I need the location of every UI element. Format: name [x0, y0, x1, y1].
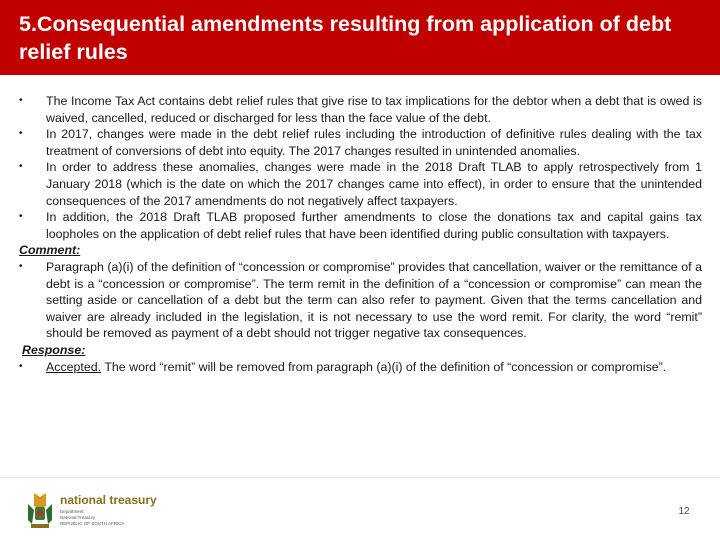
bullet-item [19, 159, 702, 209]
bullet-text: The Income Tax Act contains debt relief rules that give rise to tax implications for the debtor when a debt that is owed is waived, cancelled, reduced or discharged for less than the face value of the debt. [46, 94, 702, 125]
page-number: 12 [678, 506, 690, 517]
title-bar [0, 0, 720, 75]
bullet-icon: • [19, 211, 23, 223]
org-name: national treasury [60, 493, 157, 507]
org-line2: National Treasury [60, 515, 96, 520]
comment-text: Paragraph (a)(i) of the definition of “concession or compromise” provides that cancellation, waiver or the remittance of a debt is a “concession or compromise”. The term remit in the definition of a “concession or compromise” can mean the setting aside or cancellation of a debt but the term can also refer to payment. Given that the terms cancellation and waiver are already included in the legislation, it is not necessary to use the word remit. For clarity, the word “remit” should be removed as payment of a debt should not trigger negative tax consequences. [46, 259, 702, 341]
footer-divider [0, 477, 720, 478]
org-line1: Department: [60, 509, 85, 514]
comment-heading: Comment: [19, 243, 81, 258]
bullet-icon: • [19, 260, 23, 272]
comment-item [19, 259, 702, 342]
response-text: The word “remit” will be removed from paragraph (a)(i) of the definition of “concession or compromise”. [101, 359, 667, 374]
slide-content [19, 93, 702, 375]
bullet-text: In addition, the 2018 Draft TLAB proposed further amendments to close the donations tax and capital gains tax loopholes on the application of debt relief rules that have been identified during public consultation with taxpayers. [46, 210, 702, 241]
accepted-label: Accepted. [46, 359, 102, 374]
response-item [19, 359, 702, 376]
bullet-item [19, 209, 702, 242]
coat-of-arms-icon [28, 493, 52, 528]
bullet-icon: • [19, 95, 23, 106]
slide-title: 5.Consequential amendments resulting from application of debt relief rules [19, 12, 672, 64]
bullet-icon: • [19, 161, 23, 173]
bullet-text: In 2017, changes were made in the debt relief rules including the introduction of definitive rules dealing with the tax treatment of conversions of debt into equity. The 2017 changes resulted in unintended anomalies. [46, 127, 702, 158]
bullet-text: In order to address these anomalies, changes were made in the 2018 Draft TLAB to apply retrospectively from 1 January 2018 (which is the date on which the 2017 changes came into effect), in order to ensure that the unintended consequences of the 2017 amendments do not negatively affect taxpayers. [46, 160, 702, 208]
bullet-item [19, 126, 702, 159]
org-line3: REPUBLIC OF SOUTH AFRICA [60, 521, 125, 526]
bullet-icon: • [19, 128, 23, 140]
response-heading: Response: [22, 342, 86, 357]
bullet-item [19, 93, 702, 126]
bullet-icon: • [19, 360, 23, 372]
national-treasury-logo [22, 490, 172, 532]
